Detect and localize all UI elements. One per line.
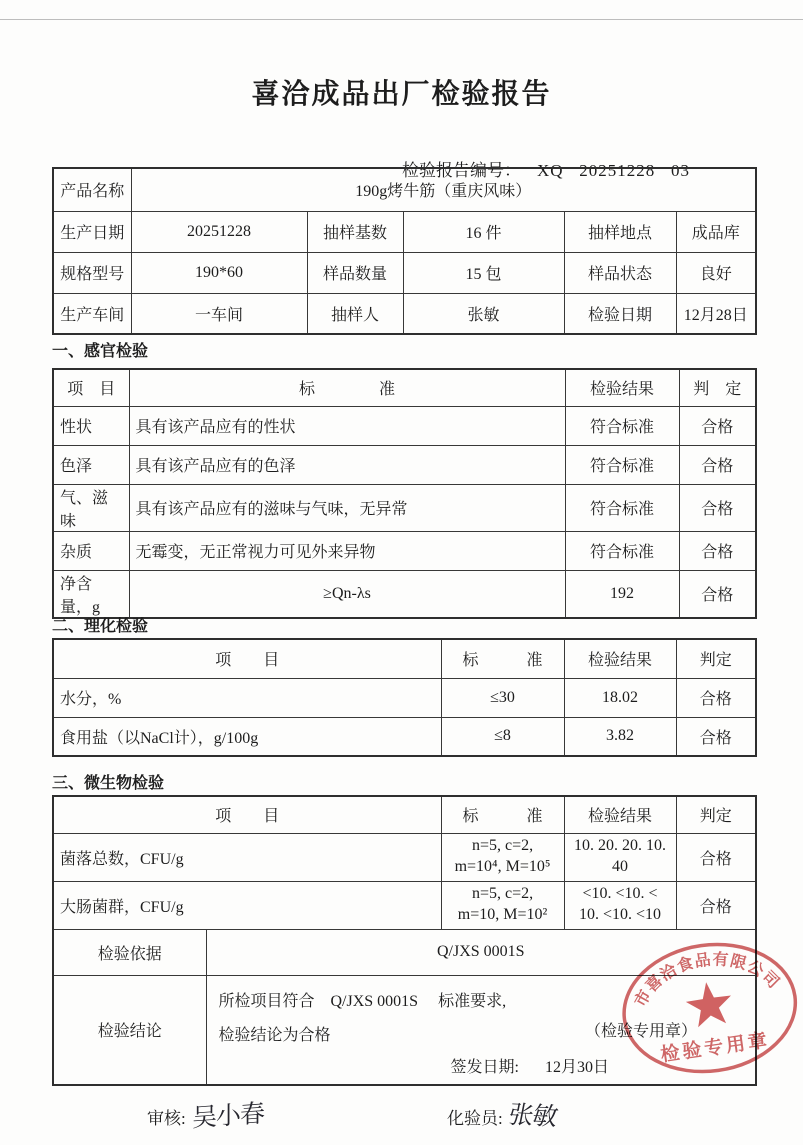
- result-cell: [564, 881, 676, 929]
- column-header: 判 定: [679, 369, 756, 406]
- table-header-row: [53, 639, 756, 678]
- result-line2: 10. <10. <10: [578, 906, 662, 923]
- info-value: 15 包: [403, 252, 564, 293]
- table-header-row: [53, 796, 756, 833]
- result-cell: 符合标准: [565, 531, 679, 570]
- reviewer-signature: [147, 1096, 264, 1132]
- column-header: 标 准: [441, 796, 564, 833]
- product-info-table: [52, 167, 757, 335]
- table-row: [53, 211, 756, 252]
- verdict-cell: 合格: [676, 678, 756, 717]
- info-label: 抽样基数: [307, 211, 403, 252]
- info-value: 一车间: [131, 293, 307, 334]
- item-cell: 食用盐（以NaCl计），g/100g: [53, 717, 441, 756]
- reviewer-handwritten-name: 吴小春: [191, 1100, 264, 1133]
- item-cell: 色泽: [53, 445, 129, 484]
- standard-cell: ≤8: [441, 717, 564, 756]
- issue-date-value: 12月30日: [544, 1058, 609, 1076]
- result-line1: 10. 20. 20. 10. 40: [574, 837, 667, 875]
- verdict-cell: 合格: [679, 445, 756, 484]
- info-value: 12月28日: [676, 293, 756, 334]
- result-cell: 192: [565, 570, 679, 618]
- info-value: 16 件: [403, 211, 564, 252]
- table-row: [53, 833, 756, 881]
- tester-signature: [447, 1096, 557, 1132]
- info-label: 抽样地点: [564, 211, 676, 252]
- star-icon: [684, 979, 735, 1028]
- column-header: 标 准: [441, 639, 564, 678]
- product-name-value: 190g烤牛筋（重庆风味）: [131, 168, 756, 211]
- result-cell: [564, 833, 676, 881]
- verdict-cell: 合格: [679, 484, 756, 531]
- standard-cell: [441, 881, 564, 929]
- standard-cell: 具有该产品应有的色泽: [129, 445, 565, 484]
- item-cell: 净含量，g: [53, 570, 129, 618]
- item-cell: 性状: [53, 406, 129, 445]
- column-header: 项 目: [53, 369, 129, 406]
- standard-cell: 具有该产品应有的滋味与气味，无异常: [129, 484, 565, 531]
- result-line1: <10. <10. <: [582, 885, 658, 903]
- scan-artifact-line: [0, 19, 803, 20]
- table-row: [53, 168, 756, 211]
- info-label: 规格型号: [53, 252, 131, 293]
- standard-cell: ≤30: [441, 678, 564, 717]
- physchem-table: [52, 638, 757, 757]
- standard-line2: m=10, M=10²: [457, 906, 548, 923]
- reviewer-label: 审核:: [147, 1109, 186, 1128]
- verdict-cell: 合格: [679, 406, 756, 445]
- item-cell: 菌落总数，CFU/g: [53, 833, 441, 881]
- inspection-stamp: [618, 930, 803, 1090]
- item-cell: 大肠菌群，CFU/g: [53, 881, 441, 929]
- column-header: 判定: [676, 796, 756, 833]
- section-heading-sensory: 一、感官检验: [52, 343, 149, 360]
- item-cell: 水分，%: [53, 678, 441, 717]
- basis-label: 检验依据: [53, 929, 206, 975]
- info-label: 样品状态: [564, 252, 676, 293]
- info-label: 检验日期: [564, 293, 676, 334]
- signature-row: [0, 1092, 803, 1142]
- column-header: 标 准: [129, 369, 565, 406]
- info-value: 190*60: [131, 252, 307, 293]
- table-row: [53, 293, 756, 334]
- info-label: 产品名称: [53, 168, 131, 211]
- table-row: [53, 570, 756, 618]
- table-row: [53, 445, 756, 484]
- column-header: 检验结果: [564, 796, 676, 833]
- issue-date: [451, 1054, 609, 1077]
- stamp-company-text: 市喜洽食品有限公司: [632, 951, 783, 1010]
- info-value: 成品库: [676, 211, 756, 252]
- info-value: 张敏: [403, 293, 564, 334]
- info-label: 抽样人: [307, 293, 403, 334]
- table-row: [53, 531, 756, 570]
- standard-cell: 具有该产品应有的性状: [129, 406, 565, 445]
- standard-line1: n=5, c=2,: [471, 885, 534, 903]
- basis-value: Q/JXS 0001S: [206, 929, 756, 975]
- page-title: 喜洽成品出厂检验报告: [251, 78, 552, 109]
- result-cell: 3.82: [564, 717, 676, 756]
- item-cell: 杂质: [53, 531, 129, 570]
- item-cell: 气、滋味: [53, 484, 129, 531]
- table-header-row: [53, 369, 756, 406]
- column-header: 检验结果: [565, 369, 679, 406]
- conclusion-line1: 所检项目符合 Q/JXS 0001S 标准要求,: [218, 992, 507, 1010]
- conclusion-line2: 检验结论为合格: [218, 1026, 331, 1044]
- table-row: [53, 484, 756, 531]
- verdict-cell: 合格: [679, 570, 756, 618]
- stamp-label-text: 检验专用章: [659, 1030, 772, 1067]
- column-header: 检验结果: [564, 639, 676, 678]
- table-row: [53, 252, 756, 293]
- info-label: 生产日期: [53, 211, 131, 252]
- verdict-cell: 合格: [676, 717, 756, 756]
- standard-line1: n=5, c=2,: [471, 837, 534, 855]
- standard-cell: 无霉变，无正常视力可见外来异物: [129, 531, 565, 570]
- standard-line2: m=10⁴, M=10⁵: [454, 858, 551, 875]
- verdict-cell: 合格: [676, 881, 756, 929]
- verdict-cell: 合格: [679, 531, 756, 570]
- section-heading-physchem: 二、理化检验: [52, 618, 149, 635]
- column-header: 项 目: [53, 639, 441, 678]
- result-cell: 符合标准: [565, 484, 679, 531]
- info-label: 样品数量: [307, 252, 403, 293]
- info-value: 20251228: [131, 211, 307, 252]
- column-header: 项 目: [53, 796, 441, 833]
- table-row: [53, 717, 756, 756]
- result-cell: 符合标准: [565, 445, 679, 484]
- result-cell: 符合标准: [565, 406, 679, 445]
- section-heading-micro: 三、微生物检验: [52, 775, 165, 792]
- stamp-note: （检验专用章）: [585, 1022, 698, 1040]
- standard-cell: ≥Qn-λs: [129, 570, 565, 618]
- report-number-label: 检验报告编号：: [402, 161, 521, 180]
- sensory-table: [52, 368, 757, 619]
- report-number-value: XQ 20251228 03: [537, 161, 691, 180]
- standard-cell: [441, 833, 564, 881]
- verdict-cell: 合格: [676, 833, 756, 881]
- column-header: 判定: [676, 639, 756, 678]
- conclusion-label: 检验结论: [53, 975, 206, 1085]
- tester-label: 化验员:: [447, 1109, 503, 1128]
- info-value: 良好: [676, 252, 756, 293]
- info-label: 生产车间: [53, 293, 131, 334]
- table-row: [53, 406, 756, 445]
- tester-handwritten-name: 张敏: [505, 1101, 559, 1132]
- issue-date-label: 签发日期:: [450, 1058, 519, 1076]
- table-row: [53, 881, 756, 929]
- table-row: [53, 678, 756, 717]
- result-cell: 18.02: [564, 678, 676, 717]
